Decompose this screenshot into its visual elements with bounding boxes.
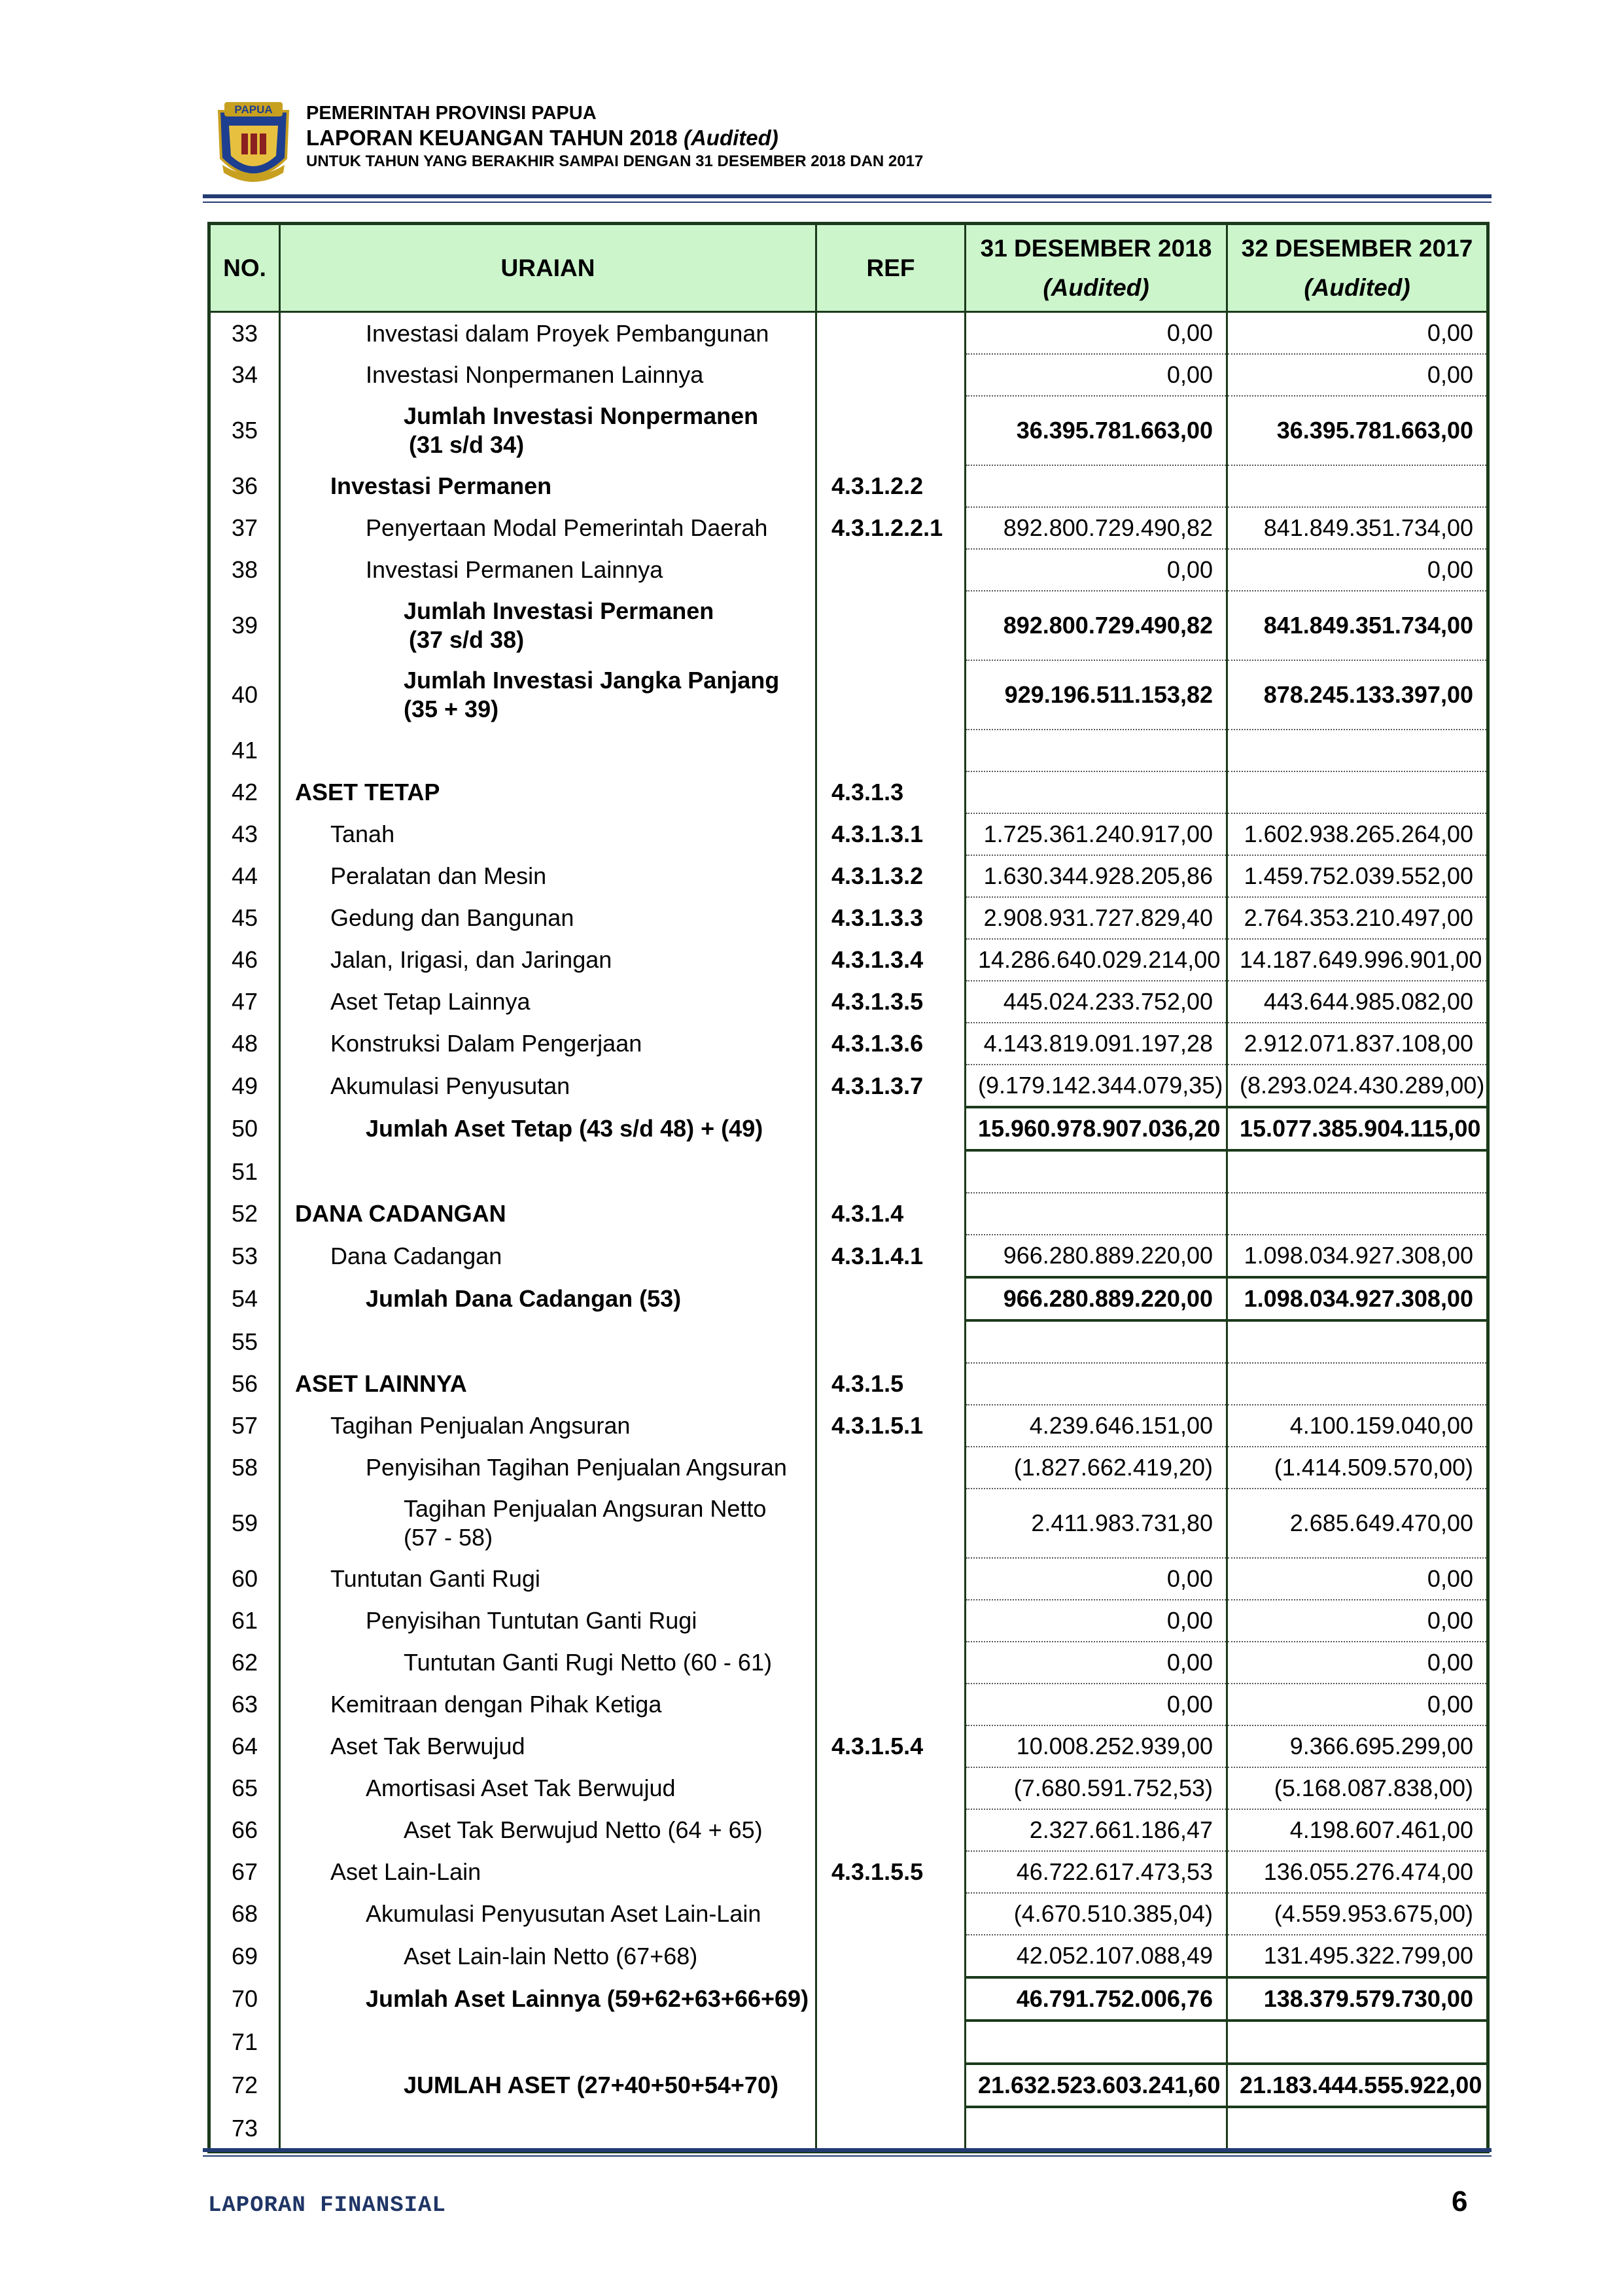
row-number: 54 xyxy=(209,1277,280,1320)
value-2018 xyxy=(966,2107,1227,2152)
row-number: 58 xyxy=(209,1447,280,1489)
value-2017: 4.100.159.040,00 xyxy=(1227,1405,1488,1447)
row-ref xyxy=(816,1150,966,1193)
row-number: 60 xyxy=(209,1558,280,1600)
table-row xyxy=(209,981,1488,1023)
table-row xyxy=(209,1277,1488,1320)
row-ref xyxy=(816,1893,966,1935)
value-2017: 36.395.781.663,00 xyxy=(1227,396,1488,465)
value-2017: 0,00 xyxy=(1227,354,1488,396)
value-2018: 2.327.661.186,47 xyxy=(966,1809,1227,1851)
row-number: 67 xyxy=(209,1851,280,1893)
row-ref: 4.3.1.5 xyxy=(816,1363,966,1405)
row-label-line1: Jumlah Investasi Jangka Panjang xyxy=(404,667,780,694)
report-period: UNTUK TAHUN YANG BERAKHIR SAMPAI DENGAN 31 DESEMBER 2018 DAN 2017 xyxy=(306,152,924,170)
table-row xyxy=(209,855,1488,897)
row-number: 33 xyxy=(209,312,280,355)
logo-banner-text: PAPUA xyxy=(234,103,273,116)
row-label: Aset Tak Berwujud Netto (64 + 65) xyxy=(280,1809,816,1851)
table-row xyxy=(209,396,1488,465)
header-2018 xyxy=(966,224,1227,312)
row-label xyxy=(280,1320,816,1363)
table-row xyxy=(209,1642,1488,1684)
row-number: 44 xyxy=(209,855,280,897)
row-label: DANA CADANGAN xyxy=(280,1193,816,1235)
row-label: JUMLAH ASET (27+40+50+54+70) xyxy=(280,2064,816,2107)
value-2018: 46.791.752.006,76 xyxy=(966,1977,1227,2021)
row-label: Tuntutan Ganti Rugi Netto (60 - 61) xyxy=(280,1642,816,1684)
value-2018: 46.722.617.473,53 xyxy=(966,1851,1227,1893)
row-label: Amortisasi Aset Tak Berwujud xyxy=(280,1767,816,1809)
row-number: 43 xyxy=(209,813,280,855)
row-ref xyxy=(816,2107,966,2152)
row-label: Kemitraan dengan Pihak Ketiga xyxy=(280,1684,816,1725)
row-label: Tagihan Penjualan Angsuran xyxy=(280,1405,816,1447)
value-2017: (4.559.953.675,00) xyxy=(1227,1893,1488,1935)
table-row xyxy=(209,1065,1488,1107)
value-2018: 892.800.729.490,82 xyxy=(966,507,1227,549)
value-2017: 138.379.579.730,00 xyxy=(1227,1977,1488,2021)
value-2018: 10.008.252.939,00 xyxy=(966,1725,1227,1767)
value-2018: 0,00 xyxy=(966,1642,1227,1684)
value-2018 xyxy=(966,2021,1227,2064)
value-2018: 4.239.646.151,00 xyxy=(966,1405,1227,1447)
value-2017: 21.183.444.555.922,00 xyxy=(1227,2064,1488,2107)
row-ref xyxy=(816,1600,966,1642)
row-ref xyxy=(816,1107,966,1150)
value-2017: 4.198.607.461,00 xyxy=(1227,1809,1488,1851)
row-label: Investasi Permanen Lainnya xyxy=(280,549,816,591)
row-ref xyxy=(816,660,966,730)
row-label xyxy=(280,1489,816,1558)
row-label: Aset Tak Berwujud xyxy=(280,1725,816,1767)
row-number: 62 xyxy=(209,1642,280,1684)
value-2017 xyxy=(1227,2021,1488,2064)
row-ref xyxy=(816,396,966,465)
row-number: 70 xyxy=(209,1977,280,2021)
value-2018: (7.680.591.752,53) xyxy=(966,1767,1227,1809)
table-row xyxy=(209,312,1488,355)
value-2018 xyxy=(966,1150,1227,1193)
value-2017: (8.293.024.430.289,00) xyxy=(1227,1065,1488,1107)
table-row xyxy=(209,897,1488,939)
header-2017-sub: (Audited) xyxy=(1304,274,1410,301)
row-ref xyxy=(816,549,966,591)
value-2017: 1.098.034.927.308,00 xyxy=(1227,1277,1488,1320)
table-row xyxy=(209,549,1488,591)
row-ref: 4.3.1.2.2.1 xyxy=(816,507,966,549)
value-2017: 0,00 xyxy=(1227,1600,1488,1642)
row-number: 40 xyxy=(209,660,280,730)
value-2018: 14.286.640.029.214,00 xyxy=(966,939,1227,981)
row-ref xyxy=(816,730,966,771)
row-number: 36 xyxy=(209,465,280,507)
row-label: Penyertaan Modal Pemerintah Daerah xyxy=(280,507,816,549)
value-2017 xyxy=(1227,465,1488,507)
row-label: Jumlah Aset Tetap (43 s/d 48) + (49) xyxy=(280,1107,816,1150)
row-ref: 4.3.1.3.5 xyxy=(816,981,966,1023)
row-label: Akumulasi Penyusutan Aset Lain-Lain xyxy=(280,1893,816,1935)
report-title-audited: (Audited) xyxy=(683,126,778,150)
value-2017: 0,00 xyxy=(1227,549,1488,591)
row-number: 35 xyxy=(209,396,280,465)
table-row xyxy=(209,1235,1488,1277)
value-2017: 1.459.752.039.552,00 xyxy=(1227,855,1488,897)
value-2017 xyxy=(1227,771,1488,813)
table-row xyxy=(209,354,1488,396)
value-2018 xyxy=(966,1363,1227,1405)
row-number: 72 xyxy=(209,2064,280,2107)
value-2017: 2.912.071.837.108,00 xyxy=(1227,1023,1488,1065)
row-label: Penyisihan Tagihan Penjualan Angsuran xyxy=(280,1447,816,1489)
row-number: 71 xyxy=(209,2021,280,2064)
value-2017: 136.055.276.474,00 xyxy=(1227,1851,1488,1893)
table-row xyxy=(209,1489,1488,1558)
table-row xyxy=(209,1447,1488,1489)
row-ref: 4.3.1.5.1 xyxy=(816,1405,966,1447)
row-label: ASET TETAP xyxy=(280,771,816,813)
row-ref xyxy=(816,1684,966,1725)
row-ref: 4.3.1.2.2 xyxy=(816,465,966,507)
value-2017: 0,00 xyxy=(1227,1642,1488,1684)
row-label xyxy=(280,730,816,771)
table-row xyxy=(209,730,1488,771)
value-2017: (1.414.509.570,00) xyxy=(1227,1447,1488,1489)
row-label: Aset Lain-Lain xyxy=(280,1851,816,1893)
balance-sheet-table xyxy=(207,222,1490,2153)
row-ref xyxy=(816,1809,966,1851)
row-label: Peralatan dan Mesin xyxy=(280,855,816,897)
table-row xyxy=(209,2064,1488,2107)
row-ref: 4.3.1.4.1 xyxy=(816,1235,966,1277)
row-ref: 4.3.1.4 xyxy=(816,1193,966,1235)
header-uraian: URAIAN xyxy=(280,224,816,312)
value-2017 xyxy=(1227,1363,1488,1405)
row-ref xyxy=(816,1558,966,1600)
row-number: 41 xyxy=(209,730,280,771)
value-2018: (4.670.510.385,04) xyxy=(966,1893,1227,1935)
table-row xyxy=(209,1150,1488,1193)
row-ref: 4.3.1.3.6 xyxy=(816,1023,966,1065)
table-row xyxy=(209,1893,1488,1935)
value-2018: 0,00 xyxy=(966,1684,1227,1725)
value-2018 xyxy=(966,1193,1227,1235)
value-2017 xyxy=(1227,1150,1488,1193)
row-number: 42 xyxy=(209,771,280,813)
value-2018: 15.960.978.907.036,20 xyxy=(966,1107,1227,1150)
row-label xyxy=(280,1150,816,1193)
row-ref xyxy=(816,1935,966,1977)
row-ref xyxy=(816,591,966,660)
footer-label: LAPORAN FINANSIAL xyxy=(208,2193,446,2218)
row-label: Investasi Nonpermanen Lainnya xyxy=(280,354,816,396)
value-2018: 0,00 xyxy=(966,1558,1227,1600)
table-row xyxy=(209,1809,1488,1851)
row-label-line1: Tagihan Penjualan Angsuran Netto xyxy=(404,1495,767,1522)
value-2018 xyxy=(966,771,1227,813)
row-label-line1: Jumlah Investasi Nonpermanen xyxy=(404,402,759,429)
row-ref xyxy=(816,312,966,355)
row-ref xyxy=(816,1489,966,1558)
row-label: Jalan, Irigasi, dan Jaringan xyxy=(280,939,816,981)
row-number: 69 xyxy=(209,1935,280,1977)
value-2017: 878.245.133.397,00 xyxy=(1227,660,1488,730)
row-ref xyxy=(816,1977,966,2021)
value-2017 xyxy=(1227,2107,1488,2152)
row-label: Akumulasi Penyusutan xyxy=(280,1065,816,1107)
value-2017: 841.849.351.734,00 xyxy=(1227,507,1488,549)
value-2017: 1.098.034.927.308,00 xyxy=(1227,1235,1488,1277)
row-label: Aset Lain-lain Netto (67+68) xyxy=(280,1935,816,1977)
value-2018: 2.411.983.731,80 xyxy=(966,1489,1227,1558)
value-2018: 929.196.511.153,82 xyxy=(966,660,1227,730)
table-row xyxy=(209,660,1488,730)
value-2017: 0,00 xyxy=(1227,1684,1488,1725)
row-ref: 4.3.1.3.2 xyxy=(816,855,966,897)
table-row xyxy=(209,2107,1488,2152)
row-ref xyxy=(816,1642,966,1684)
value-2018 xyxy=(966,1320,1227,1363)
row-label-line1: Jumlah Investasi Permanen xyxy=(404,597,714,624)
value-2017: 0,00 xyxy=(1227,1558,1488,1600)
value-2018: 966.280.889.220,00 xyxy=(966,1277,1227,1320)
row-ref xyxy=(816,1277,966,1320)
table-row xyxy=(209,1977,1488,2021)
table-row xyxy=(209,1023,1488,1065)
row-label xyxy=(280,2107,816,2152)
table-row xyxy=(209,1767,1488,1809)
row-label: Dana Cadangan xyxy=(280,1235,816,1277)
row-ref: 4.3.1.3 xyxy=(816,771,966,813)
row-label-line2: (37 s/d 38) xyxy=(409,626,525,653)
row-label xyxy=(280,396,816,465)
table-row xyxy=(209,465,1488,507)
row-label: ASET LAINNYA xyxy=(280,1363,816,1405)
value-2018: 966.280.889.220,00 xyxy=(966,1235,1227,1277)
value-2017: 0,00 xyxy=(1227,312,1488,355)
value-2018: 36.395.781.663,00 xyxy=(966,396,1227,465)
row-label: Gedung dan Bangunan xyxy=(280,897,816,939)
table-row xyxy=(209,771,1488,813)
row-label: Tanah xyxy=(280,813,816,855)
row-number: 50 xyxy=(209,1107,280,1150)
value-2018: 42.052.107.088,49 xyxy=(966,1935,1227,1977)
value-2017 xyxy=(1227,730,1488,771)
row-number: 38 xyxy=(209,549,280,591)
row-label: Jumlah Dana Cadangan (53) xyxy=(280,1277,816,1320)
row-ref xyxy=(816,1447,966,1489)
report-header xyxy=(306,101,923,172)
value-2018: 0,00 xyxy=(966,1600,1227,1642)
row-number: 39 xyxy=(209,591,280,660)
row-ref xyxy=(816,2021,966,2064)
table-row xyxy=(209,1851,1488,1893)
table-row xyxy=(209,1684,1488,1725)
header-2018-title: 31 DESEMBER 2018 xyxy=(980,234,1212,262)
row-number: 61 xyxy=(209,1600,280,1642)
papua-logo xyxy=(213,99,294,188)
value-2018: 2.908.931.727.829,40 xyxy=(966,897,1227,939)
row-number: 46 xyxy=(209,939,280,981)
row-label xyxy=(280,660,816,730)
value-2017 xyxy=(1227,1320,1488,1363)
footer-rule-thin xyxy=(203,2155,1492,2157)
row-ref xyxy=(816,354,966,396)
row-label: Jumlah Aset Lainnya (59+62+63+66+69) xyxy=(280,1977,816,2021)
header-rule-thin xyxy=(203,202,1492,203)
row-number: 49 xyxy=(209,1065,280,1107)
row-label-line2: (31 s/d 34) xyxy=(409,431,525,458)
table-row xyxy=(209,813,1488,855)
value-2018 xyxy=(966,730,1227,771)
row-ref xyxy=(816,1320,966,1363)
page-number: 6 xyxy=(1452,2185,1468,2217)
row-number: 66 xyxy=(209,1809,280,1851)
value-2017: 841.849.351.734,00 xyxy=(1227,591,1488,660)
header-2018-sub: (Audited) xyxy=(1043,274,1149,301)
row-ref xyxy=(816,2064,966,2107)
row-ref: 4.3.1.3.7 xyxy=(816,1065,966,1107)
row-ref: 4.3.1.5.4 xyxy=(816,1725,966,1767)
table-row xyxy=(209,507,1488,549)
row-number: 51 xyxy=(209,1150,280,1193)
value-2017: (5.168.087.838,00) xyxy=(1227,1767,1488,1809)
row-number: 55 xyxy=(209,1320,280,1363)
table-row xyxy=(209,1600,1488,1642)
value-2017: 2.685.649.470,00 xyxy=(1227,1489,1488,1558)
value-2018: 4.143.819.091.197,28 xyxy=(966,1023,1227,1065)
row-number: 65 xyxy=(209,1767,280,1809)
row-number: 56 xyxy=(209,1363,280,1405)
value-2018: 0,00 xyxy=(966,312,1227,355)
value-2018: (1.827.662.419,20) xyxy=(966,1447,1227,1489)
row-label: Tuntutan Ganti Rugi xyxy=(280,1558,816,1600)
row-number: 37 xyxy=(209,507,280,549)
table-row xyxy=(209,1558,1488,1600)
row-label: Penyisihan Tuntutan Ganti Rugi xyxy=(280,1600,816,1642)
row-number: 59 xyxy=(209,1489,280,1558)
value-2018: (9.179.142.344.079,35) xyxy=(966,1065,1227,1107)
table-row xyxy=(209,1320,1488,1363)
row-label: Aset Tetap Lainnya xyxy=(280,981,816,1023)
row-label-line2: (35 + 39) xyxy=(404,696,499,722)
row-ref: 4.3.1.3.4 xyxy=(816,939,966,981)
value-2018: 0,00 xyxy=(966,354,1227,396)
row-number: 64 xyxy=(209,1725,280,1767)
row-number: 34 xyxy=(209,354,280,396)
header-2017-title: 32 DESEMBER 2017 xyxy=(1241,234,1473,262)
row-number: 45 xyxy=(209,897,280,939)
row-label: Konstruksi Dalam Pengerjaan xyxy=(280,1023,816,1065)
row-number: 48 xyxy=(209,1023,280,1065)
row-number: 57 xyxy=(209,1405,280,1447)
table-row xyxy=(209,591,1488,660)
table-row xyxy=(209,1193,1488,1235)
row-label xyxy=(280,2021,816,2064)
value-2018: 0,00 xyxy=(966,549,1227,591)
table-row xyxy=(209,1405,1488,1447)
value-2017: 131.495.322.799,00 xyxy=(1227,1935,1488,1977)
row-label-line2: (57 - 58) xyxy=(404,1524,493,1551)
footer-rule-thick xyxy=(203,2148,1492,2152)
row-number: 53 xyxy=(209,1235,280,1277)
row-label xyxy=(280,591,816,660)
row-ref xyxy=(816,1767,966,1809)
table-row xyxy=(209,1725,1488,1767)
row-number: 73 xyxy=(209,2107,280,2152)
header-rule-thick xyxy=(203,194,1492,198)
row-ref: 4.3.1.3.3 xyxy=(816,897,966,939)
header-ref: REF xyxy=(816,224,966,312)
government-name: PEMERINTAH PROVINSI PAPUA xyxy=(306,103,597,124)
table-row xyxy=(209,1107,1488,1150)
value-2017 xyxy=(1227,1193,1488,1235)
row-number: 52 xyxy=(209,1193,280,1235)
row-label: Investasi dalam Proyek Pembangunan xyxy=(280,312,816,355)
report-title-main: LAPORAN KEUANGAN TAHUN 2018 xyxy=(306,126,678,150)
row-number: 47 xyxy=(209,981,280,1023)
table-row xyxy=(209,2021,1488,2064)
row-label: Investasi Permanen xyxy=(280,465,816,507)
value-2017: 9.366.695.299,00 xyxy=(1227,1725,1488,1767)
value-2018: 1.725.361.240.917,00 xyxy=(966,813,1227,855)
table-row xyxy=(209,1935,1488,1977)
report-title xyxy=(306,125,923,151)
value-2017: 443.644.985.082,00 xyxy=(1227,981,1488,1023)
value-2017: 14.187.649.996.901,00 xyxy=(1227,939,1488,981)
row-ref: 4.3.1.3.1 xyxy=(816,813,966,855)
value-2018: 892.800.729.490,82 xyxy=(966,591,1227,660)
header-2017 xyxy=(1227,224,1488,312)
row-number: 68 xyxy=(209,1893,280,1935)
value-2017: 15.077.385.904.115,00 xyxy=(1227,1107,1488,1150)
table-header-row xyxy=(209,224,1488,312)
value-2017: 1.602.938.265.264,00 xyxy=(1227,813,1488,855)
value-2018: 445.024.233.752,00 xyxy=(966,981,1227,1023)
value-2018: 1.630.344.928.205,86 xyxy=(966,855,1227,897)
row-number: 63 xyxy=(209,1684,280,1725)
value-2018 xyxy=(966,465,1227,507)
header-no: NO. xyxy=(209,224,280,312)
table-row xyxy=(209,1363,1488,1405)
row-ref: 4.3.1.5.5 xyxy=(816,1851,966,1893)
value-2018: 21.632.523.603.241,60 xyxy=(966,2064,1227,2107)
value-2017: 2.764.353.210.497,00 xyxy=(1227,897,1488,939)
table-row xyxy=(209,939,1488,981)
